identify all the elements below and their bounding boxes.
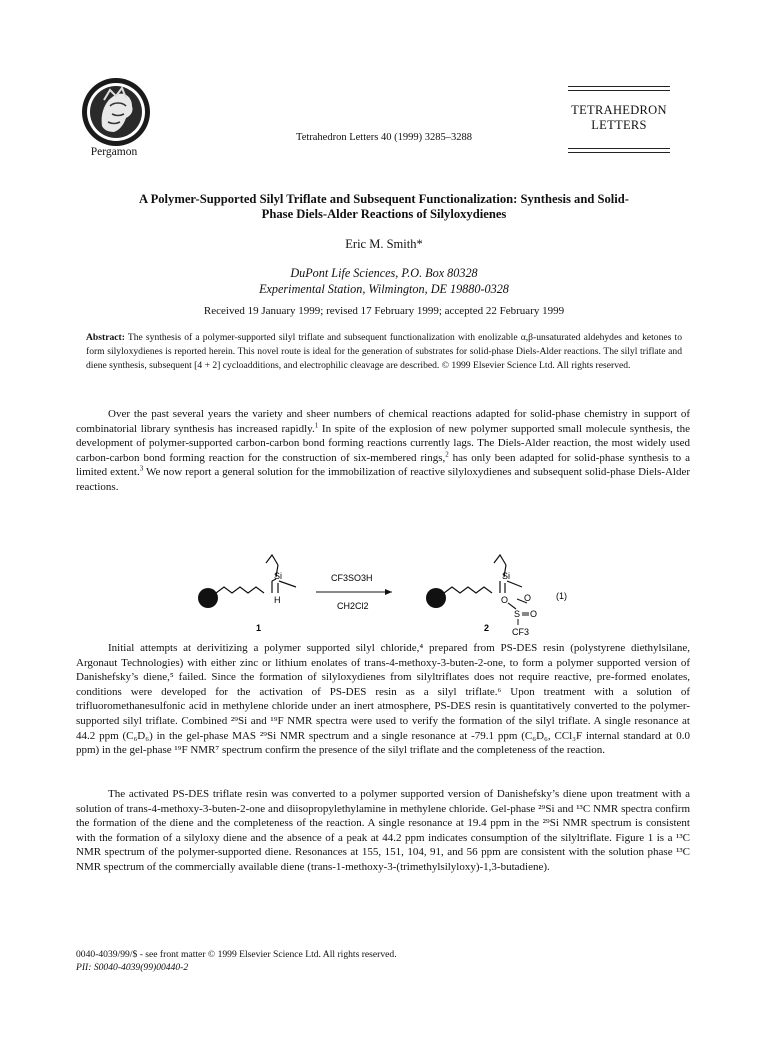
abstract xyxy=(86,331,682,373)
journal-name-line2: LETTERS xyxy=(591,118,647,132)
ref-1: 1 xyxy=(314,420,319,429)
journal-citation: Tetrahedron Letters 40 (1999) 3285–3288 xyxy=(296,132,472,143)
ref-3: 3 xyxy=(139,464,144,473)
header-rule-top-2 xyxy=(568,90,670,91)
article-title-line1: A Polymer-Supported Silyl Triflate and Subsequent Functionalization: Synthesis and Solid- xyxy=(139,192,629,206)
si-label-2: Si xyxy=(502,571,511,581)
author: Eric M. Smith* xyxy=(345,237,423,251)
compound-1-number: 1 xyxy=(256,623,262,633)
reagent-label: CF3SO3H xyxy=(331,573,373,583)
header-rule-bottom-2 xyxy=(568,152,670,153)
footer xyxy=(76,949,397,974)
o-label-sulfonyl: O xyxy=(530,609,538,619)
paragraph-2 xyxy=(76,641,690,758)
affiliation xyxy=(0,265,768,297)
p2-text: Initial attempts at derivitizing a polymer supported silyl chloride,⁴ prepared from PS-DES resin (polystyrene diethylsilane, Argonaut Technologies) with either zinc or lithium enolates of trans-4-methoxy-3-buten-2-one, to form a polymer supported version of Danishefsky’s diene,⁵ failed. Since the formation of silyloxydienes from silyltriflates does not require reactive, pre-formed enolates, conditions were developed for the activation of PS-DES resin as a silyl triflate.⁶ Upon treatment with a solution of trifluoromethanesulfonic acid in methylene chloride under an inert atmosphere, PS-DES resin is quantitatively converted to the polymer-supported silyl triflate. Combined ²⁹Si and ¹⁹F NMR spectra were used to verify the formation of the silyl triflate. A single resonance at 44.2 ppm (C₆D₆) in the gel-phase MAS ²⁹Si NMR spectrum and a single resonance at -79.1 ppm (C₆D₆, CCl₃F internal standard at 0.0 ppm) in the gel-phase ¹⁹F NMR⁷ spectrum confirm the presence of the silyl triflate and the completeness of the reaction. xyxy=(76,642,690,757)
cf3-label: CF3 xyxy=(512,627,530,637)
publisher-name: Pergamon xyxy=(90,146,138,158)
solvent-label: CH2Cl2 xyxy=(337,601,369,611)
paragraph-1 xyxy=(76,407,690,495)
s-label: S xyxy=(514,609,521,619)
compound-2-number: 2 xyxy=(484,623,490,633)
p1-text-b: In spite of the explosion of new polymer supported small molecule synthesis, the development of polymer-supported carbon-carbon bond forming reactions currently lags. The Diels-Alder reaction, the most widely used carbon-carbon bond forming reaction for the construction of six-membered rings, xyxy=(76,422,690,464)
article-title-line2: Phase Diels-Alder Reactions of Silyloxydienes xyxy=(261,207,507,221)
ref-2: 2 xyxy=(445,450,449,459)
journal-name xyxy=(560,103,678,133)
affiliation-line1: DuPont Life Sciences, P.O. Box 80328 xyxy=(290,266,478,280)
p1-text-c: has only been adapted for solid-phase synthesis to a limited extent. xyxy=(76,451,690,479)
pii-line: PII: S0040-4039(99)00440-2 xyxy=(76,961,189,973)
resin-bead-2 xyxy=(426,588,446,608)
p3-text: The activated PS-DES triflate resin was converted to a polymer supported version of Danishefsky’s diene upon treatment with a solution of trans-4-methoxy-3-buten-2-one and diisopropylethylamine in methylene chloride. Gel-phase ²⁹Si and ¹³C NMR spectra confirm the formation of the diene and the completeness of the reaction. A single resonance at 19.4 ppm in the ²⁹Si NMR spectrum is consistent with the formation of a silyloxy diene and the absence of a peak at 44.2 ppm indicates consumption of the silyltriflate. Figure 1 is a ¹³C NMR spectrum of the polymer-supported diene. Resonances at 155, 151, 104, 91, and 56 ppm are consistent with the solution phase ¹³C NMR spectrum of the commercially available diene (trans-1-methoxy-3-(trimethylsilyloxy)-1,3-butadiene). xyxy=(76,788,690,873)
abstract-text: The synthesis of a polymer-supported silyl triflate and subsequent functionalization with enolizable α,β-unsaturated aldehydes and ketones to form silyloxydienes is reported herein. This novel route is ideal for the generation of substrates for solid-phase Diels-Alder reactions. The silyl triflate and diene synthesis, subsequent [4 + 2] cycloadditions, and electrophilic cleavage are described. © 1999 Elsevier Science Ltd. All rights reserved. xyxy=(86,332,682,371)
received-dates: Received 19 January 1999; revised 17 February 1999; accepted 22 February 1999 xyxy=(203,305,565,317)
o-label-sulfonyl-2: O xyxy=(524,593,532,603)
p1-text-d: We now report a general solution for the immobilization of reactive silyloxydienes and subsequent solid-phase Diels-Alder reactions. xyxy=(76,466,690,493)
resin-bead-1 xyxy=(198,588,218,608)
journal-name-line1: TETRAHEDRON xyxy=(571,103,667,117)
paragraph-3 xyxy=(76,787,690,875)
affiliation-line2: Experimental Station, Wilmington, DE 19880-0328 xyxy=(259,282,509,296)
reaction-scheme xyxy=(196,551,596,641)
p1-text-a: Over the past several years the variety and sheer numbers of chemical reactions adapted for solid-phase chemistry in support of combinatorial library synthesis has increased rapidly. xyxy=(76,408,690,435)
h-label: H xyxy=(274,595,281,605)
header-rule-top xyxy=(568,86,670,87)
article-title xyxy=(70,192,698,222)
o-label-ester: O xyxy=(501,595,509,605)
header-rule-bottom xyxy=(568,148,670,149)
equation-number: (1) xyxy=(556,591,567,601)
copyright-line: 0040-4039/99/$ - see front matter © 1999 Elsevier Science Ltd. All rights reserved. xyxy=(76,949,397,960)
abstract-label: Abstract: xyxy=(86,332,125,343)
si-label-1: Si xyxy=(274,571,283,581)
